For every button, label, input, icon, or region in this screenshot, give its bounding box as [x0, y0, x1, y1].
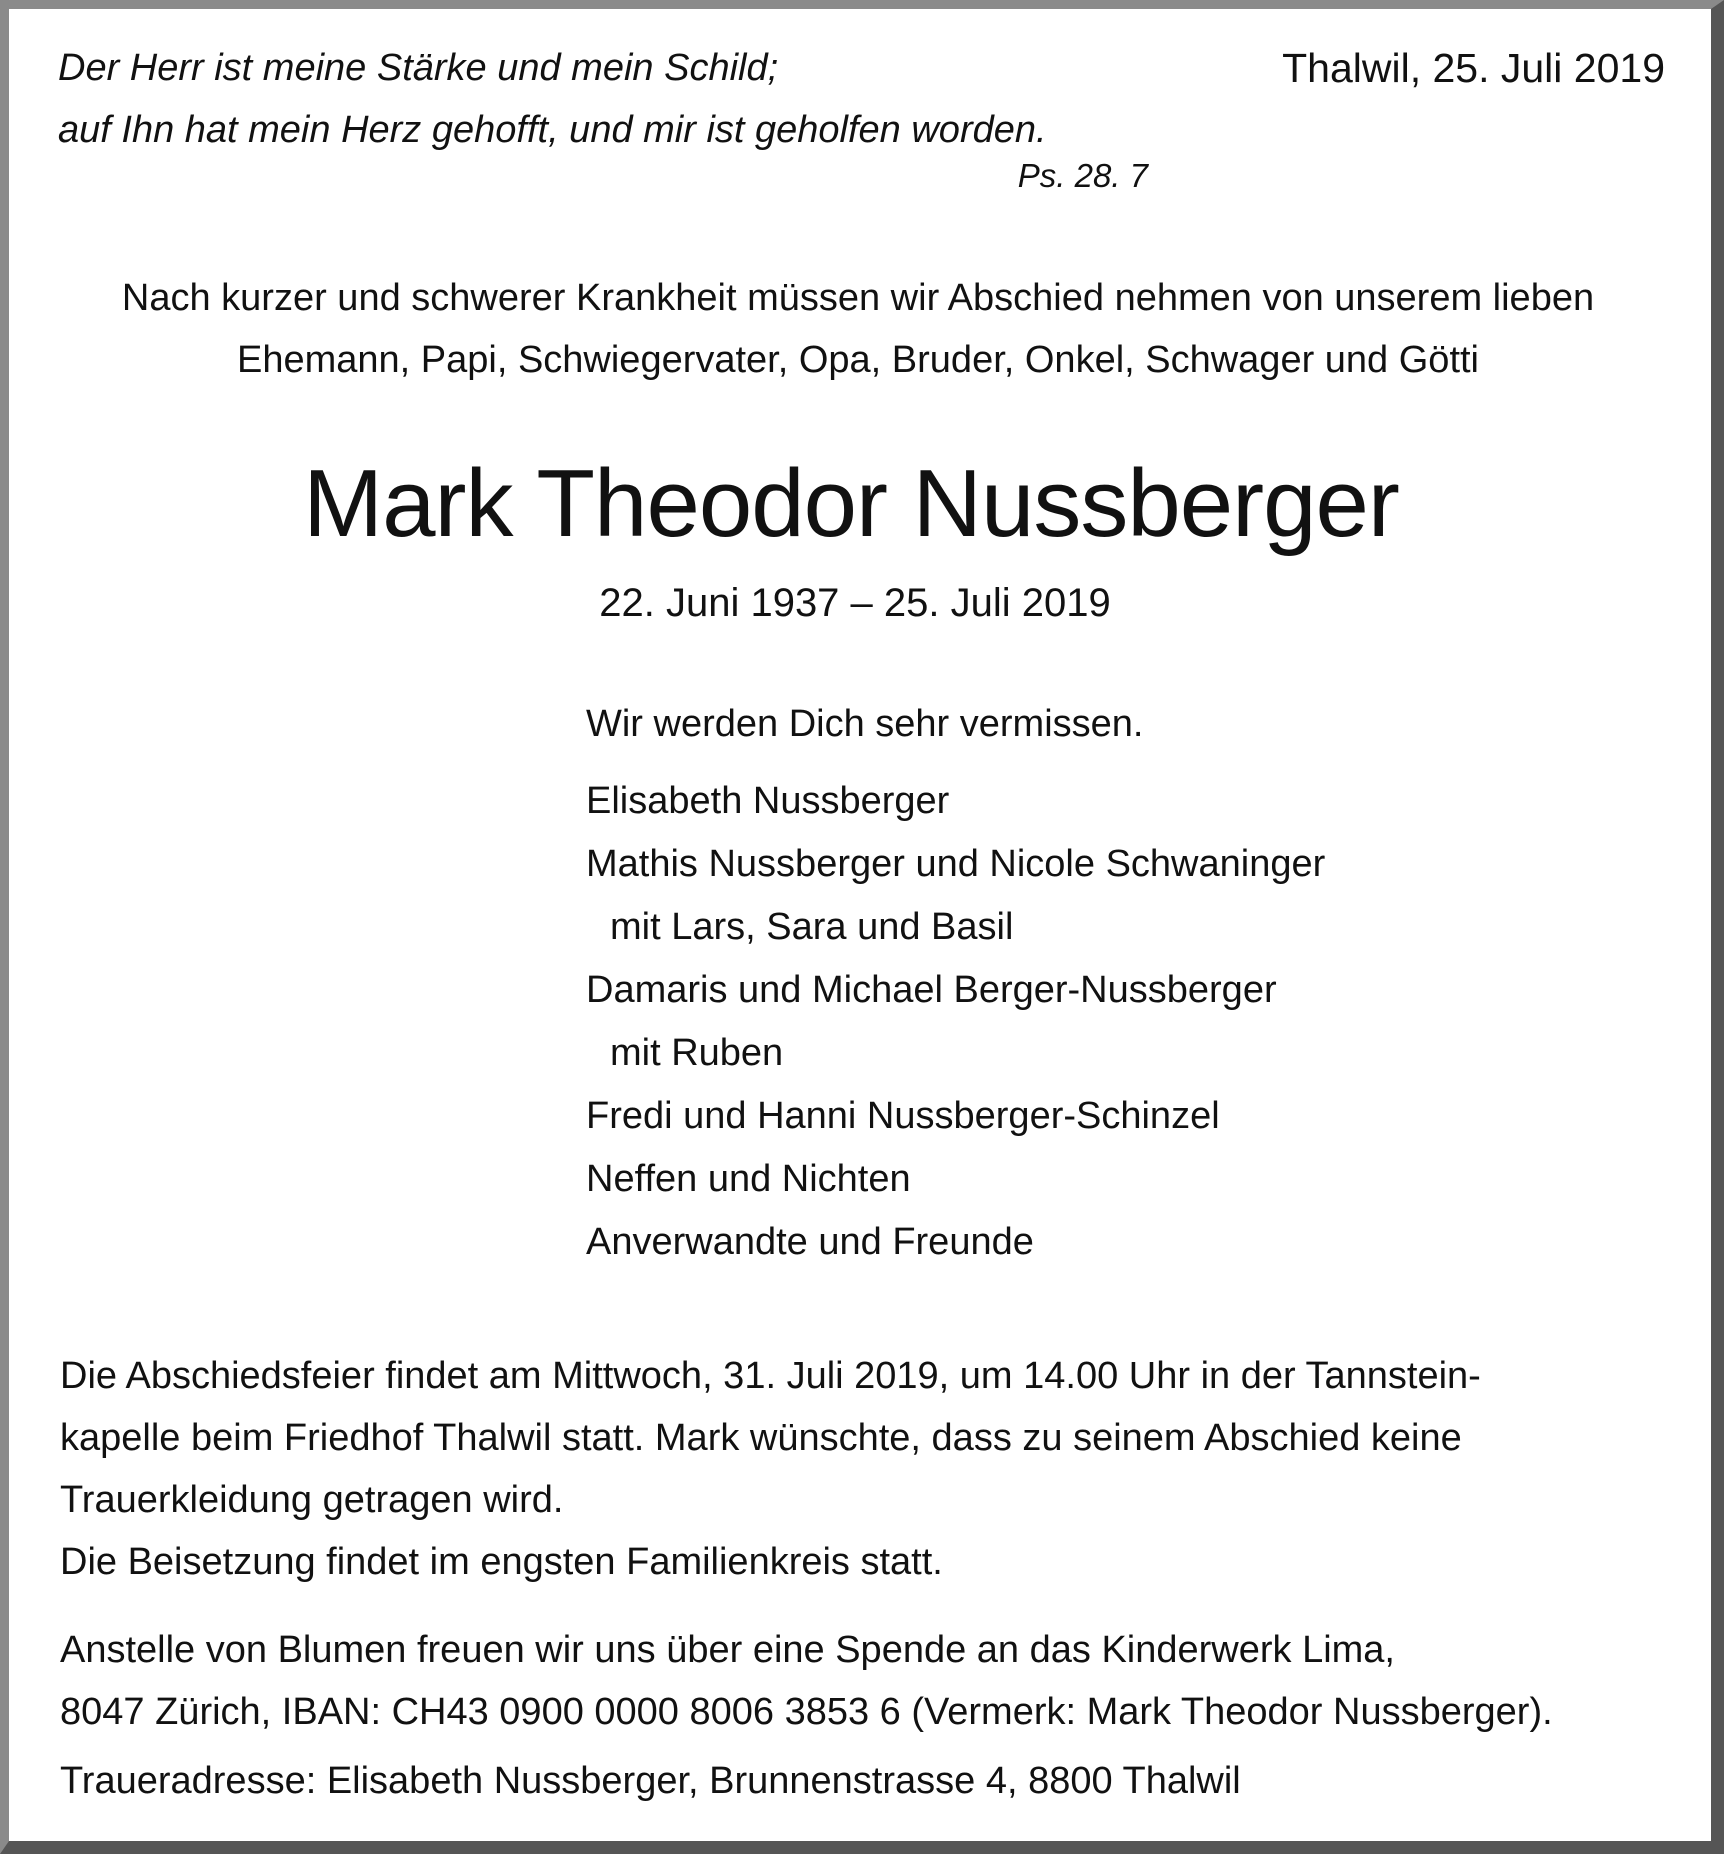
verse-line-2: auf Ihn hat mein Herz gehofft, und mir ist geholfen worden. [58, 109, 1047, 151]
ceremony-info [60, 1345, 1481, 1593]
verse-reference: Ps. 28. 7 [1017, 157, 1148, 194]
intro-line-2: Ehemann, Papi, Schwiegervater, Opa, Bruder, Onkel, Schwager und Götti [236, 339, 1479, 381]
mourner-name: mit Lars, Sara und Basil [610, 906, 1014, 948]
lifespan: 22. Juni 1937 – 25. Juli 2019 [599, 581, 1111, 625]
mourners-list [586, 693, 1325, 1274]
ceremony-line-3: Trauerkleidung getragen wird. [60, 1479, 564, 1521]
deceased-name: Mark Theodor Nussberger [303, 450, 1399, 557]
mourner-name: Elisabeth Nussberger [586, 780, 950, 822]
mourning-address: Traueradresse: Elisabeth Nussberger, Brunnenstrasse 4, 8800 Thalwil [60, 1760, 1241, 1802]
verse-line-1: Der Herr ist meine Stärke und mein Schild; [58, 47, 779, 89]
donation-info [60, 1619, 1553, 1743]
farewell-message: Wir werden Dich sehr vermissen. [586, 703, 1144, 745]
ceremony-line-1: Die Abschiedsfeier findet am Mittwoch, 31. Juli 2019, um 14.00 Uhr in der Tannstein- [60, 1355, 1481, 1397]
mourner-name: Neffen und Nichten [586, 1158, 911, 1200]
intro-line-1: Nach kurzer und schwerer Krankheit müssen wir Abschied nehmen von unserem lieben [121, 277, 1595, 319]
donation-line-2: 8047 Zürich, IBAN: CH43 0900 0000 8006 3853 6 (Vermerk: Mark Theodor Nussberger). [60, 1691, 1553, 1733]
mourner-name: Damaris und Michael Berger-Nussberger [586, 969, 1277, 1011]
donation-line-1: Anstelle von Blumen freuen wir uns über eine Spende an das Kinderwerk Lima, [60, 1629, 1395, 1671]
intro-text [9, 267, 1707, 391]
place-date: Thalwil, 25. Juli 2019 [1282, 45, 1665, 91]
mourner-name: Anverwandte und Freunde [586, 1221, 1034, 1263]
bible-verse [58, 37, 1047, 161]
ceremony-line-4: Die Beisetzung findet im engsten Familienkreis statt. [60, 1541, 943, 1583]
ceremony-line-2: kapelle beim Friedhof Thalwil statt. Mark wünschte, dass zu seinem Abschied keine [60, 1417, 1462, 1459]
mourner-name: Mathis Nussberger und Nicole Schwaninger [586, 843, 1326, 885]
mourner-name: Fredi und Hanni Nussberger-Schinzel [586, 1095, 1220, 1137]
mourner-name: mit Ruben [610, 1032, 784, 1074]
